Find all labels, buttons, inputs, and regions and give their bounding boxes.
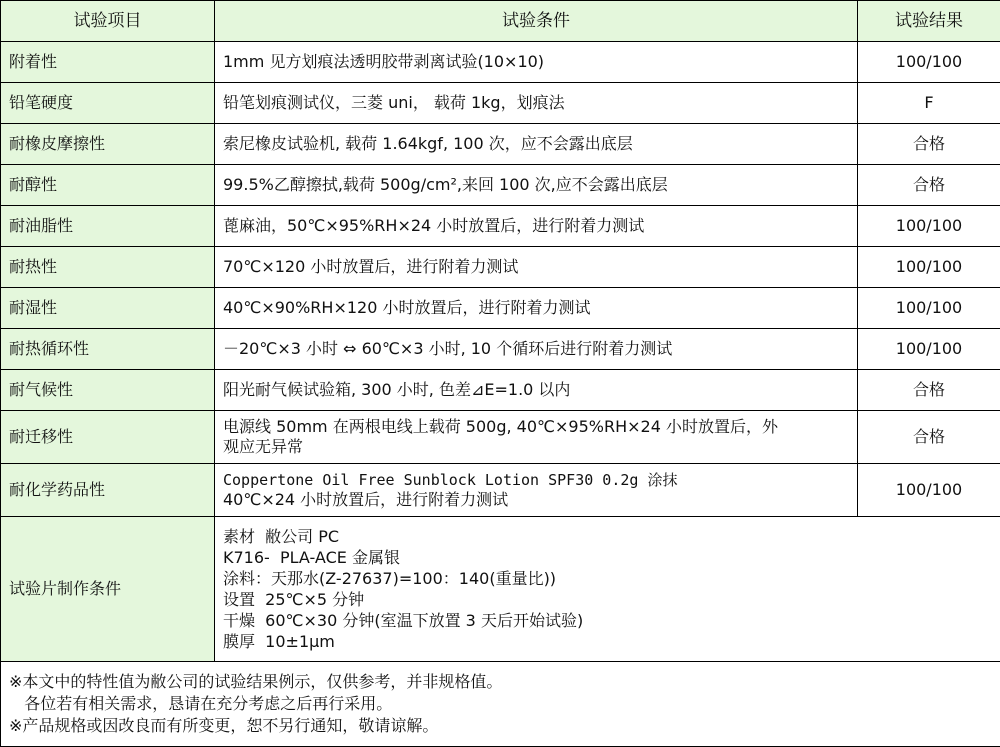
test-item: 耐气候性 [1,370,215,411]
test-item: 附着性 [1,42,215,83]
table-row [1,370,1000,411]
test-condition: 99.5%乙醇擦拭,载荷 500g/cm²,来回 100 次,应不会露出底层 [215,165,858,206]
table-row [1,247,1000,288]
test-result: 合格 [858,124,1000,165]
header-test-result: 试验结果 [858,1,1000,42]
preparation-line: K716- PLA-ACE 金属银 [223,547,992,568]
test-item: 耐热循环性 [1,329,215,370]
test-condition: 铅笔划痕测试仪，三菱 uni， 载荷 1kg，划痕法 [215,83,858,124]
preparation-label: 试验片制作条件 [1,517,215,662]
condition-line: 观应无异常 [223,437,849,457]
test-condition: －20℃×3 小时 ⇔ 60℃×3 小时, 10 个循环后进行附着力测试 [215,329,858,370]
note-line: ※产品规格或因改良而有所变更，恕不另行通知，敬请谅解。 [9,715,992,737]
condition-line: Coppertone Oil Free Sunblock Lotion SPF30 0.2g 涂抹 [223,470,849,490]
test-condition: 索尼橡皮试验机, 载荷 1.64kgf, 100 次，应不会露出底层 [215,124,858,165]
test-condition: 1mm 见方划痕法透明胶带剥离试验(10×10) [215,42,858,83]
test-result: 100/100 [858,247,1000,288]
test-item: 耐湿性 [1,288,215,329]
test-result: F [858,83,1000,124]
test-item: 耐迁移性 [1,411,215,464]
preparation-line: 涂料：天那水(Z-27637)=100：140(重量比)) [223,568,992,589]
test-condition: 阳光耐气候试验箱, 300 小时, 色差⊿E=1.0 以内 [215,370,858,411]
table-row [1,411,1000,464]
table-row [1,124,1000,165]
header-test-item: 试验项目 [1,1,215,42]
preparation-line: 干燥 60℃×30 分钟(室温下放置 3 天后开始试验) [223,610,992,631]
condition-line: 电源线 50mm 在两根电线上载荷 500g, 40℃×95%RH×24 小时放置后，外 [223,417,849,437]
table-row [1,464,1000,517]
table-header-row [1,1,1000,42]
test-item: 耐油脂性 [1,206,215,247]
test-condition [215,464,858,517]
table-row [1,83,1000,124]
test-condition [215,411,858,464]
test-result: 100/100 [858,288,1000,329]
test-result: 100/100 [858,206,1000,247]
test-result: 合格 [858,370,1000,411]
notes-row [1,662,1000,747]
test-condition: 蓖麻油，50℃×95%RH×24 小时放置后，进行附着力测试 [215,206,858,247]
test-item: 铅笔硬度 [1,83,215,124]
note-line: 各位若有相关需求，恳请在充分考虑之后再行采用。 [9,693,992,715]
notes [1,662,1000,747]
table-row [1,206,1000,247]
test-result: 合格 [858,411,1000,464]
test-result: 100/100 [858,329,1000,370]
header-test-condition: 试验条件 [215,1,858,42]
preparation-row [1,517,1000,662]
test-item: 耐化学药品性 [1,464,215,517]
preparation-conditions [215,517,1000,662]
note-line: ※本文中的特性值为敝公司的试验结果例示，仅供参考，并非规格值。 [9,671,992,693]
preparation-line: 素材 敝公司 PC [223,526,992,547]
test-item: 耐橡皮摩擦性 [1,124,215,165]
test-result: 100/100 [858,464,1000,517]
preparation-line: 设置 25℃×5 分钟 [223,589,992,610]
test-item: 耐热性 [1,247,215,288]
preparation-line: 膜厚 10±1μm [223,631,992,652]
table-row [1,165,1000,206]
test-result: 合格 [858,165,1000,206]
test-result: 100/100 [858,42,1000,83]
test-item: 耐醇性 [1,165,215,206]
test-condition: 70℃×120 小时放置后，进行附着力测试 [215,247,858,288]
condition-line: 40℃×24 小时放置后，进行附着力测试 [223,490,849,510]
table-row [1,288,1000,329]
table-row [1,329,1000,370]
test-condition: 40℃×90%RH×120 小时放置后，进行附着力测试 [215,288,858,329]
table-row [1,42,1000,83]
